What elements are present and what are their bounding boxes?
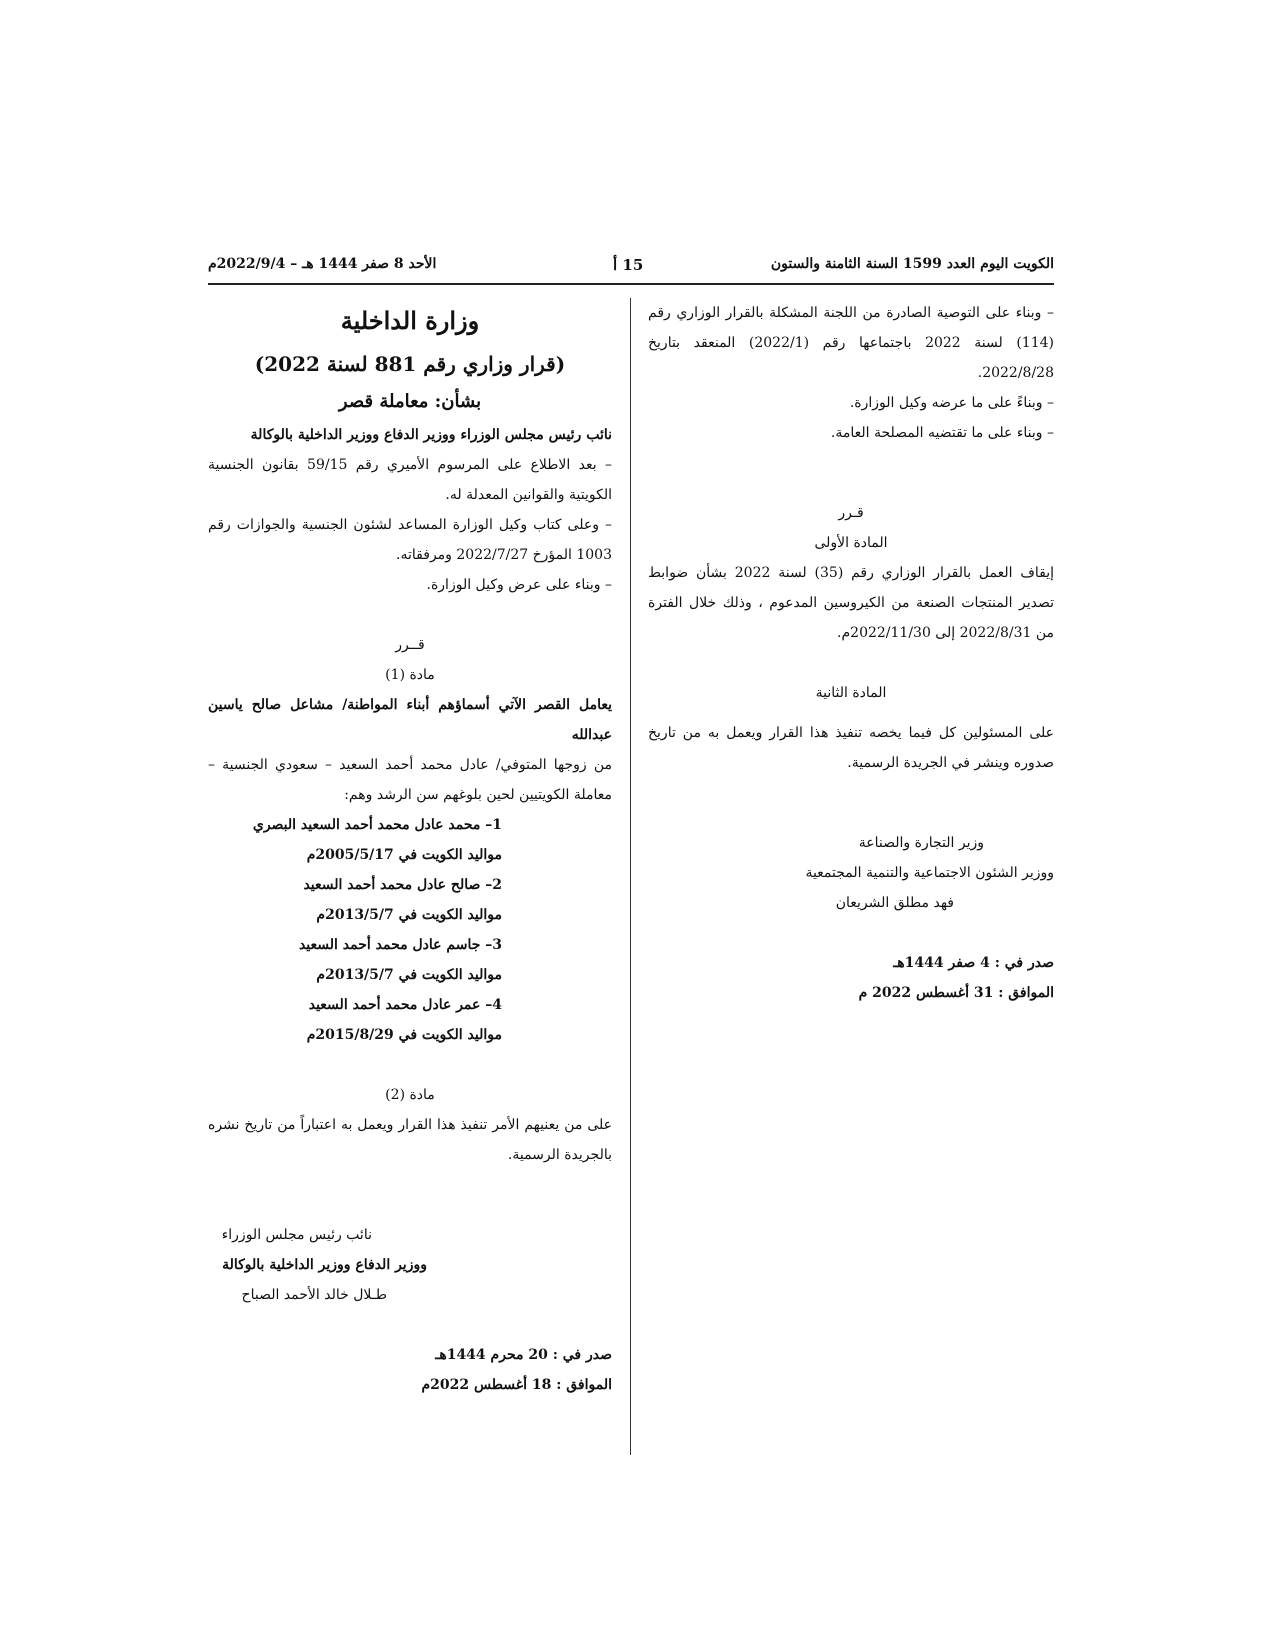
- header-rule: [208, 283, 1054, 285]
- signature-name: فهد مطلق الشريعان: [835, 895, 954, 911]
- issued-gregorian: الموافق : 18 أغسطس 2022م: [421, 1377, 612, 1393]
- issue-date-block: [208, 1340, 612, 1400]
- signature-line: ووزير الشئون الاجتماعية والتنمية المجتمعية: [805, 865, 1054, 881]
- signature-line: وزير التجارة والصناعة: [858, 835, 984, 851]
- issued-date: صدر في : 20 محرم 1444هـ: [435, 1347, 612, 1363]
- list-item: مواليد الكويت في 2015/8/29م: [306, 1027, 502, 1043]
- list-item: مواليد الكويت في 2005/5/17م: [306, 847, 502, 863]
- header-page-number: 15 أ: [613, 256, 644, 274]
- article-text: على من يعنيهم الأمر تنفيذ هذا القرار ويعمل به اعتباراً من تاريخ نشره بالجريدة الرسمية.: [208, 1117, 612, 1163]
- authority-line: نائب رئيس مجلس الوزراء ووزير الدفاع ووزير الداخلية بالوكالة: [250, 427, 612, 443]
- article-text: يعامل القصر الآتي أسماؤهم أبناء المواطنة/ مشاعل صالح ياسين عبدالله: [208, 697, 612, 743]
- list-item: 2– صالح عادل محمد أحمد السعيد: [303, 877, 502, 893]
- issued-gregorian: الموافق : 31 أغسطس 2022 م: [858, 985, 1054, 1001]
- signature-line: نائب رئيس مجلس الوزراء: [221, 1227, 372, 1243]
- signature-name: طـلال خالد الأحمد الصباح: [241, 1287, 387, 1303]
- decree-title: (قرار وزاري رقم 881 لسنة 2022): [254, 352, 566, 376]
- right-column: [648, 298, 1054, 1008]
- page-header: [208, 256, 1054, 282]
- decided-heading: قــرر: [395, 637, 425, 653]
- children-list: [208, 810, 612, 1050]
- ministry-title: وزارة الداخلية: [340, 306, 480, 335]
- preamble-item: – بعد الاطلاع على المرسوم الأميري رقم 59/15 بقانون الجنسية الكويتية والقوانين المعدلة له.: [208, 457, 612, 503]
- list-item: مواليد الكويت في 2013/5/7م: [316, 967, 502, 983]
- issued-date: صدر في : 4 صفر 1444هـ: [893, 955, 1054, 971]
- preamble-item: – وبناء على ما تقتضيه المصلحة العامة.: [830, 425, 1054, 441]
- article-title: مادة (2): [385, 1087, 435, 1103]
- article-text: من زوجها المتوفي/ عادل محمد أحمد السعيد – سعودي الجنسية – معاملة الكويتيين لحين بلوغهم سن الرشد وهم:: [208, 757, 612, 803]
- decree-subject: بشأن: معاملة قصر: [338, 391, 482, 412]
- preamble-item: – وبناءً على ما عرضه وكيل الوزارة.: [849, 395, 1054, 411]
- header-date: الأحد 8 صفر 1444 هـ – 2022/9/4م: [208, 256, 437, 272]
- article-title: مادة (1): [385, 667, 435, 683]
- article-text: إيقاف العمل بالقرار الوزاري رقم (35) لسنة 2022 بشأن ضوابط تصدير المنتجات الصنعة من الكيروسين المدعوم ، وذلك خلال الفترة من 2022/8/31 إلى 2022/11/30م.: [648, 565, 1054, 641]
- list-item: 3– جاسم عادل محمد أحمد السعيد: [298, 937, 502, 953]
- left-column: [208, 298, 612, 1400]
- article-title: المادة الثانية: [815, 685, 887, 701]
- signature-line: ووزير الدفاع ووزير الداخلية بالوكالة: [222, 1257, 427, 1273]
- list-item: 1– محمد عادل محمد أحمد السعيد البصري: [252, 817, 502, 833]
- preamble-item: – وبناء على عرض وكيل الوزارة.: [426, 577, 612, 593]
- list-item: 4– عمر عادل محمد أحمد السعيد: [308, 997, 502, 1013]
- column-divider: [630, 298, 631, 1455]
- article-text: على المسئولين كل فيما يخصه تنفيذ هذا القرار ويعمل به من تاريخ صدوره وينشر في الجريدة الرسمية.: [648, 725, 1054, 771]
- signature-block: [648, 828, 1054, 918]
- preamble-item: – وبناء على التوصية الصادرة من اللجنة المشكلة بالقرار الوزاري رقم (114) لسنة 2022 باجتماعها رقم (2022/1) المنعقد بتاريخ 2022/8/28.: [648, 305, 1054, 381]
- article-title: المادة الأولى: [814, 535, 888, 551]
- signature-block: [208, 1220, 612, 1310]
- decided-heading: قـرر: [838, 505, 864, 521]
- preamble-item: – وعلى كتاب وكيل الوزارة المساعد لشئون الجنسية والجوازات رقم 1003 المؤرخ 2022/7/27 ومرفقاته.: [208, 517, 612, 563]
- list-item: مواليد الكويت في 2013/5/7م: [316, 907, 502, 923]
- header-publication: الكويت اليوم العدد 1599 السنة الثامنة والستون: [770, 256, 1054, 272]
- issue-date-block: [648, 948, 1054, 1008]
